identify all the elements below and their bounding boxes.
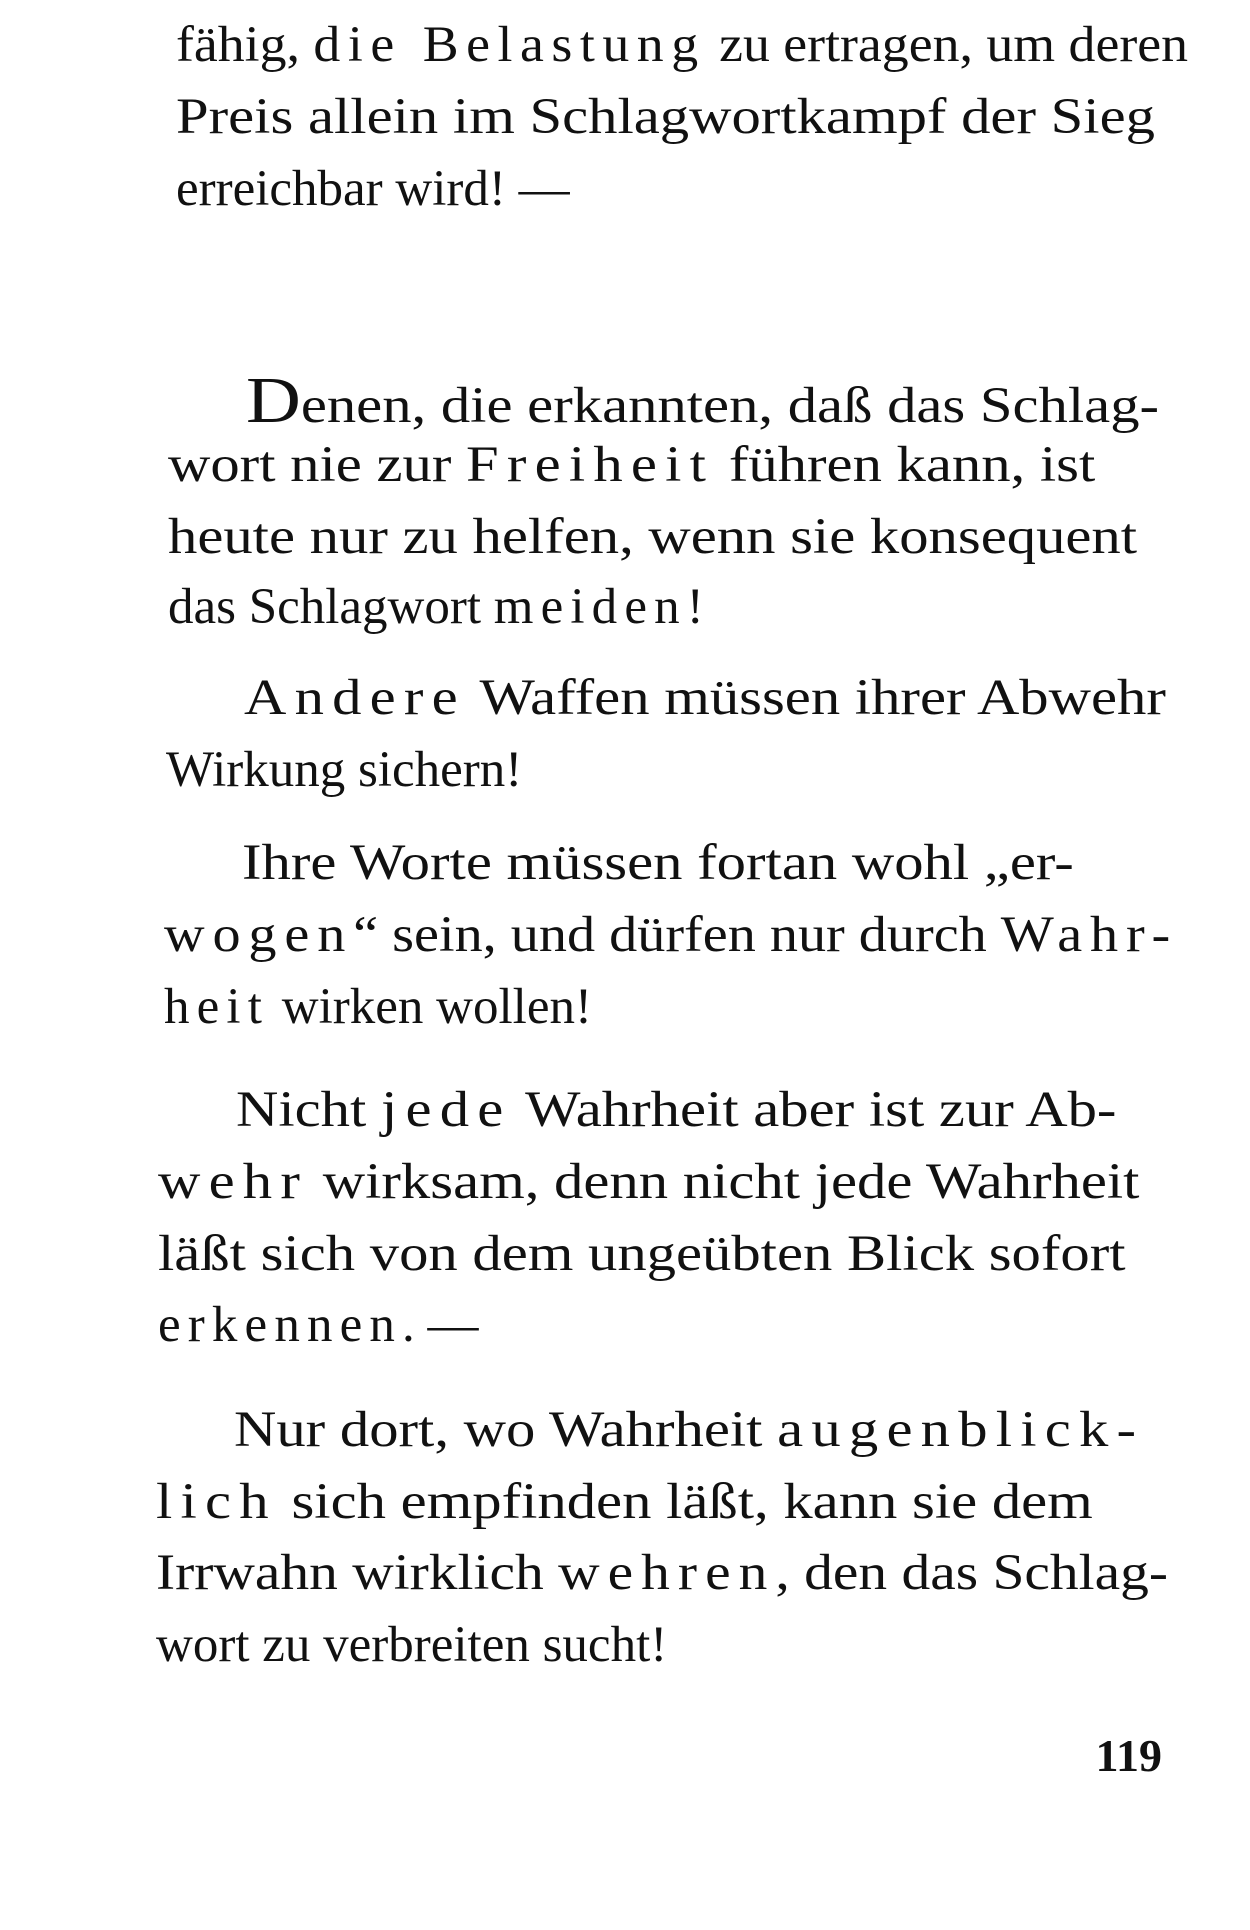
- spaced-text: Freiheit: [466, 437, 715, 493]
- text-segment: wort nie zur: [168, 437, 467, 493]
- text-line: [156, 1545, 1168, 1601]
- text-line: [164, 907, 1179, 963]
- spaced-text: meiden: [493, 579, 687, 635]
- text-line: [158, 1154, 1140, 1210]
- text-segment: Irrwahn wirklich: [156, 1545, 559, 1601]
- text-line: [156, 1617, 668, 1673]
- spaced-text: Andere: [244, 670, 466, 726]
- text-segment: erreichbar wird! —: [176, 161, 570, 217]
- spaced-text: wogen: [164, 907, 354, 963]
- text-line: [234, 1402, 1145, 1458]
- text-line: [176, 89, 1155, 145]
- spaced-text: die Belastung: [313, 17, 706, 73]
- text-segment: sich empfinden läßt, kann sie dem: [276, 1474, 1093, 1530]
- text-line: [176, 161, 570, 217]
- text-line: [168, 579, 704, 635]
- text-line: [236, 1082, 1117, 1138]
- spaced-text: lich: [156, 1474, 277, 1530]
- text-segment: läßt sich von dem ungeübten Blick sofort: [158, 1226, 1126, 1282]
- text-line: [158, 1297, 479, 1353]
- text-segment: fähig,: [176, 17, 314, 73]
- text-line: [246, 364, 1160, 437]
- text-line: [164, 979, 592, 1035]
- text-segment: wirken wollen!: [269, 979, 592, 1035]
- spaced-text: heit: [164, 979, 270, 1035]
- spaced-text: wehr: [158, 1154, 309, 1210]
- text-segment: führen kann, ist: [714, 437, 1096, 493]
- text-segment: Waffen müssen ihrer Abwehr: [465, 670, 1166, 726]
- text-segment: , den das Schlag-: [775, 1545, 1168, 1601]
- text-segment: enen, die erkannten, daß das Schlag-: [300, 378, 1160, 434]
- spaced-text: Wahr-: [1000, 907, 1179, 963]
- text-segment: Ihre Worte müssen fortan wohl „er-: [242, 835, 1074, 891]
- text-line: [158, 1226, 1126, 1282]
- text-line: [176, 17, 1189, 73]
- text-segment: Wirkung sichern!: [166, 742, 523, 798]
- text-segment: wirksam, denn nicht jede Wahrheit: [308, 1154, 1140, 1210]
- text-segment: das Schlagwort: [168, 579, 494, 635]
- text-segment: “ sein, und dürfen nur durch: [353, 907, 1001, 963]
- text-line: [156, 1474, 1093, 1530]
- drop-cap: D: [246, 364, 301, 437]
- text-line: [168, 509, 1138, 565]
- text-segment: Preis allein im Schlagwortkampf der Sieg: [176, 89, 1155, 145]
- text-segment: Nicht: [236, 1082, 381, 1138]
- text-segment: zu ertragen, um deren: [705, 17, 1189, 73]
- text-segment: heute nur zu helfen, wenn sie konsequent: [168, 509, 1138, 565]
- spaced-text: jede: [380, 1082, 512, 1138]
- text-line: [242, 835, 1074, 891]
- text-segment: Nur dort, wo Wahrheit: [234, 1402, 778, 1458]
- spaced-text: wehren: [558, 1545, 776, 1601]
- spaced-text: erkennen: [158, 1297, 403, 1353]
- text-line: [168, 437, 1096, 493]
- text-segment: !: [686, 579, 704, 635]
- page-number: 119: [1095, 1730, 1162, 1781]
- text-segment: Wahrheit aber ist zur Ab-: [511, 1082, 1117, 1138]
- spaced-text: augenblick-: [777, 1402, 1145, 1458]
- text-segment: wort zu verbreiten sucht!: [156, 1617, 668, 1673]
- text-line: [166, 742, 523, 798]
- text-line: [244, 670, 1166, 726]
- text-segment: . —: [402, 1297, 479, 1353]
